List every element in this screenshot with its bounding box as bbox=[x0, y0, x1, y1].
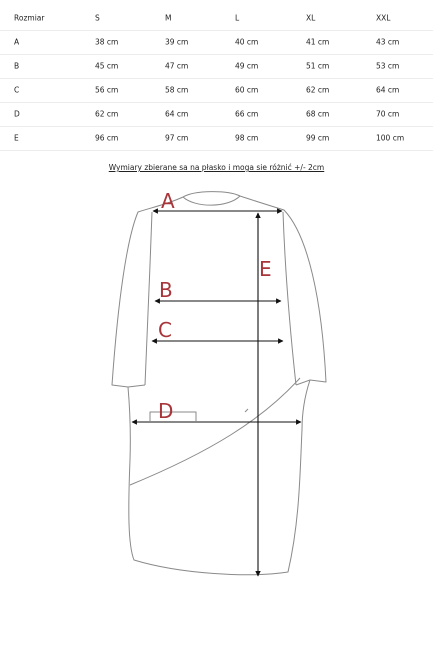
label-b: B bbox=[159, 278, 173, 302]
row-label: D bbox=[14, 109, 20, 119]
table-cell: 99 cm bbox=[306, 133, 330, 143]
table-cell: 38 cm bbox=[95, 37, 119, 47]
row-label: A bbox=[14, 37, 20, 47]
table-cell: 96 cm bbox=[95, 133, 119, 143]
header-l: L bbox=[235, 13, 240, 23]
header-s: S bbox=[95, 13, 100, 23]
table-cell: 62 cm bbox=[306, 85, 330, 95]
table-cell: 43 cm bbox=[376, 37, 400, 47]
table-cell: 68 cm bbox=[306, 109, 330, 119]
table-cell: 39 cm bbox=[165, 37, 189, 47]
table-cell: 56 cm bbox=[95, 85, 119, 95]
header-xxl: XXL bbox=[376, 13, 391, 23]
label-e: E bbox=[259, 257, 272, 281]
table-cell: 64 cm bbox=[165, 109, 189, 119]
dress-outline bbox=[112, 192, 326, 575]
table-cell: 62 cm bbox=[95, 109, 119, 119]
measurement-note: Wymiary zbierane sa na płasko i moga sie różnić +/- 2cm bbox=[108, 163, 325, 172]
label-c: C bbox=[158, 318, 172, 342]
row-label: E bbox=[14, 133, 19, 143]
table-cell: 47 cm bbox=[165, 61, 189, 71]
table-cell: 41 cm bbox=[306, 37, 330, 47]
table-cell: 40 cm bbox=[235, 37, 259, 47]
table-cell: 51 cm bbox=[306, 61, 330, 71]
table-cell: 45 cm bbox=[95, 61, 119, 71]
header-m: M bbox=[165, 13, 172, 23]
measurement-arrows bbox=[132, 211, 301, 576]
table-cell: 49 cm bbox=[235, 61, 259, 71]
table-cell: 98 cm bbox=[235, 133, 259, 143]
header-xl: XL bbox=[306, 13, 316, 23]
row-label: C bbox=[14, 85, 20, 95]
label-a: A bbox=[161, 189, 175, 213]
row-label: B bbox=[14, 61, 20, 71]
label-d: D bbox=[158, 399, 174, 423]
measurement-labels bbox=[158, 189, 272, 423]
table-cell: 66 cm bbox=[235, 109, 259, 119]
table-cell: 97 cm bbox=[165, 133, 189, 143]
table-cell: 60 cm bbox=[235, 85, 259, 95]
table-cell: 53 cm bbox=[376, 61, 400, 71]
table-cell: 70 cm bbox=[376, 109, 400, 119]
table-cell: 58 cm bbox=[165, 85, 189, 95]
table-cell: 64 cm bbox=[376, 85, 400, 95]
table-cell: 100 cm bbox=[376, 133, 405, 143]
header-size: Rozmiar bbox=[14, 13, 45, 23]
